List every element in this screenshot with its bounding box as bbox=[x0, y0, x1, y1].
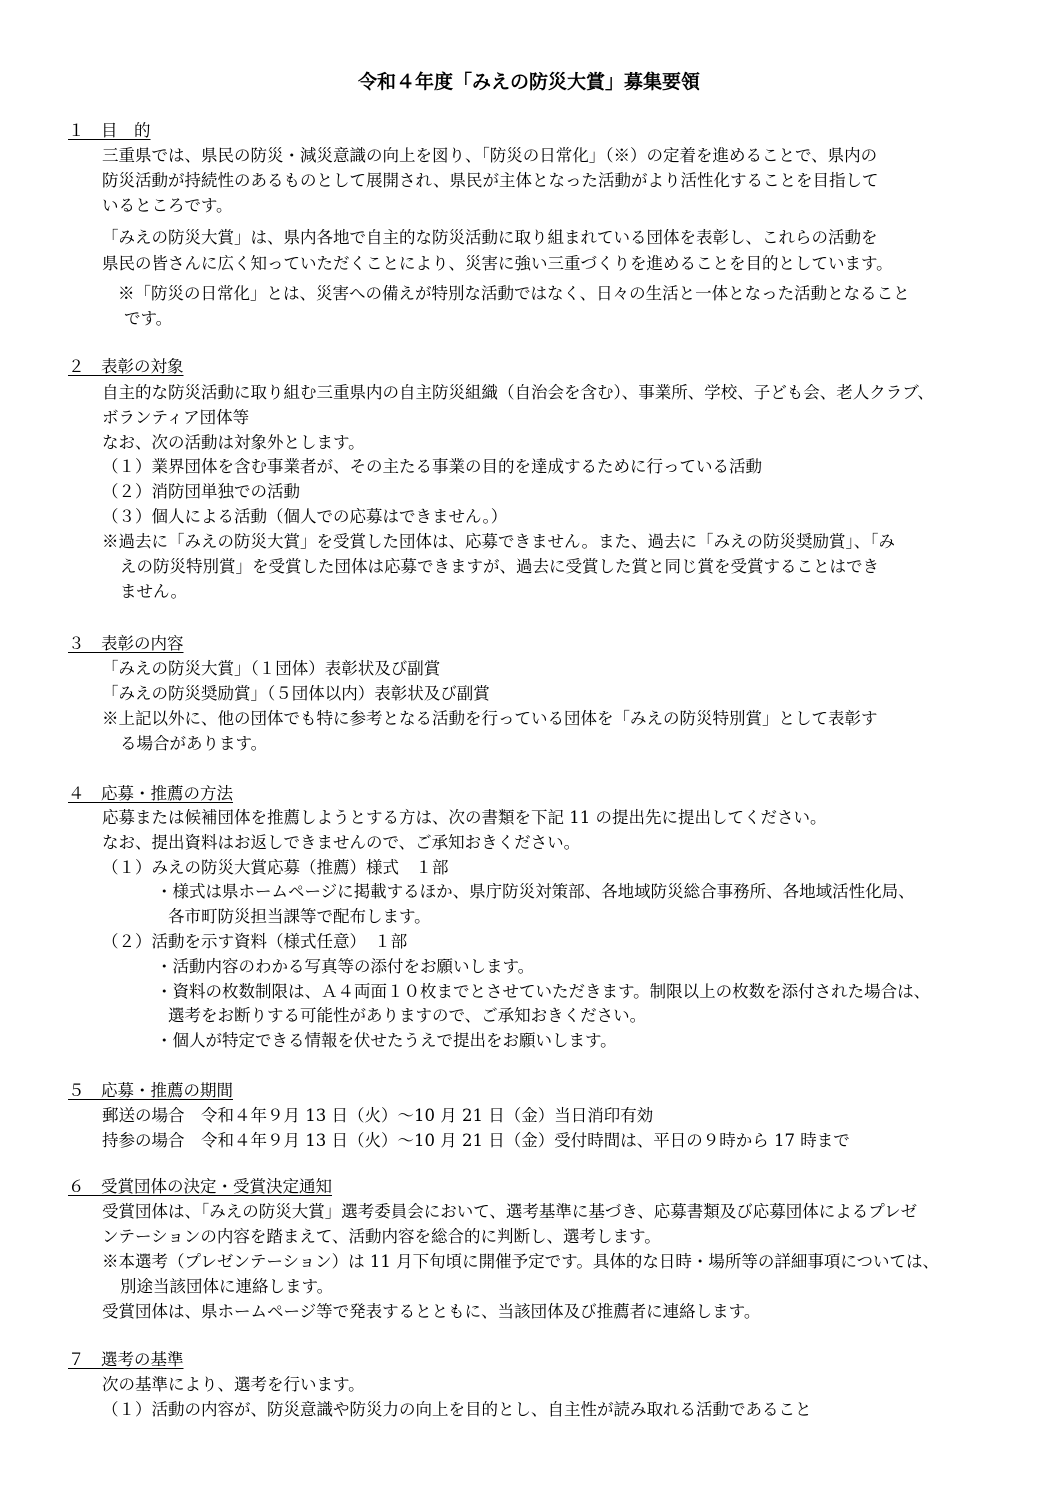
section-6-line: ンテーションの内容を踏まえて、活動内容を総合的に判断し、選考します。 bbox=[102, 1227, 661, 1246]
section-6-note: ※本選考（プレゼンテーション）は 11 月下旬頃に開催予定です。具体的な日時・場所等の詳細事項については、 bbox=[102, 1252, 940, 1271]
section-4-item: （２）活動を示す資料（様式任意） １部 bbox=[102, 932, 408, 951]
section-5-line: 郵送の場合 令和４年９月 13 日（火）～10 月 21 日（金）当日消印有効 bbox=[102, 1106, 654, 1125]
section-4-line: なお、提出資料はお返しできませんので、ご承知おきください。 bbox=[102, 833, 581, 852]
section-4-bullet: ・様式は県ホームページに掲載するほか、県庁防災対策部、各地域防災総合事務所、各地域活性化局、 bbox=[156, 882, 915, 901]
section-1-line: いるところです。 bbox=[102, 196, 233, 215]
section-5-line: 持参の場合 令和４年９月 13 日（火）～10 月 21 日（金）受付時間は、平日の９時から 17 時まで bbox=[102, 1131, 850, 1150]
section-4-bullet: ・活動内容のわかる写真等の添付をお願いします。 bbox=[156, 957, 535, 976]
section-1-line: 「みえの防災大賞」は、県内各地で自主的な防災活動に取り組まれている団体を表彰し、これらの活動を bbox=[102, 228, 878, 247]
section-1-heading: １ 目 的 bbox=[68, 121, 151, 140]
section-4-bullet: 選考をお断りする可能性がありますので、ご承知おきください。 bbox=[168, 1006, 647, 1025]
section-2-heading: ２ 表彰の対象 bbox=[68, 357, 184, 376]
section-3-line: 「みえの防災大賞」（１団体）表彰状及び副賞 bbox=[102, 659, 441, 678]
section-2-item: （３）個人による活動（個人での応募はできません。） bbox=[102, 507, 508, 526]
section-5-heading: ５ 応募・推薦の期間 bbox=[68, 1081, 233, 1100]
section-7-heading: ７ 選考の基準 bbox=[68, 1350, 184, 1369]
section-4-bullet: ・個人が特定できる情報を伏せたうえで提出をお願いします。 bbox=[156, 1031, 617, 1050]
section-4-heading: ４ 応募・推薦の方法 bbox=[68, 784, 233, 803]
section-7-item: （１）活動の内容が、防災意識や防災力の向上を目的とし、自主性が読み取れる活動であること bbox=[102, 1400, 812, 1419]
section-2-line: ボランティア団体等 bbox=[102, 408, 250, 427]
section-1-line: 防災活動が持続性のあるものとして展開され、県民が主体となった活動がより活性化することを目指して bbox=[102, 171, 879, 190]
section-6-heading: ６ 受賞団体の決定・受賞決定通知 bbox=[68, 1177, 332, 1196]
section-3-note: る場合があります。 bbox=[120, 734, 268, 753]
section-2-item: （１）業界団体を含む事業者が、その主たる事業の目的を達成するために行っている活動 bbox=[102, 457, 762, 476]
section-2-line: なお、次の活動は対象外とします。 bbox=[102, 433, 365, 452]
section-1-line: 三重県では、県民の防災・減災意識の向上を図り、「防災の日常化」（※）の定着を進めることで、県内の bbox=[102, 146, 878, 165]
section-1-note: ※「防災の日常化」とは、災害への備えが特別な活動ではなく、日々の生活と一体となった活動となること bbox=[118, 284, 910, 303]
section-1-note: です。 bbox=[124, 309, 173, 328]
section-2-note: えの防災特別賞」を受賞した団体は応募できますが、過去に受賞した賞と同じ賞を受賞することはでき bbox=[120, 557, 879, 576]
section-2-note: ※過去に「みえの防災大賞」を受賞した団体は、応募できません。また、過去に「みえの防災奨励賞」、「み bbox=[102, 532, 895, 551]
section-6-line: 受賞団体は、「みえの防災大賞」選考委員会において、選考基準に基づき、応募書類及び応募団体によるプレゼ bbox=[102, 1202, 918, 1221]
section-3-heading: ３ 表彰の内容 bbox=[68, 634, 184, 653]
section-6-note: 別途当該団体に連絡します。 bbox=[120, 1277, 334, 1296]
section-3-line: 「みえの防災奨励賞」（５団体以内）表彰状及び副賞 bbox=[102, 684, 490, 703]
section-7-line: 次の基準により、選考を行います。 bbox=[102, 1375, 365, 1394]
section-6-line: 受賞団体は、県ホームページ等で発表するとともに、当該団体及び推薦者に連絡します。 bbox=[102, 1302, 761, 1321]
section-4-bullet: ・資料の枚数制限は、Ａ４両面１０枚までとさせていただきます。制限以上の枚数を添付された場合は、 bbox=[156, 982, 931, 1001]
section-4-item: （１）みえの防災大賞応募（推薦）様式 １部 bbox=[102, 858, 449, 877]
section-3-note: ※上記以外に、他の団体でも特に参考となる活動を行っている団体を「みえの防災特別賞」として表彰す bbox=[102, 709, 878, 728]
section-4-bullet: 各市町防災担当課等で配布します。 bbox=[168, 907, 431, 926]
section-2-item: （２）消防団単独での活動 bbox=[102, 482, 300, 501]
section-2-line: 自主的な防災活動に取り組む三重県内の自主防災組織（自治会を含む）、事業所、学校、子ども会、老人クラブ、 bbox=[102, 383, 934, 402]
section-4-line: 応募または候補団体を推薦しようとする方は、次の書類を下記 11 の提出先に提出してください。 bbox=[102, 808, 827, 827]
section-1-line: 県民の皆さんに広く知っていただくことにより、災害に強い三重づくりを進めることを目的としています。 bbox=[102, 254, 893, 273]
document-title: 令和４年度「みえの防災大賞」募集要領 bbox=[357, 71, 700, 93]
section-2-note: ません。 bbox=[120, 582, 187, 601]
